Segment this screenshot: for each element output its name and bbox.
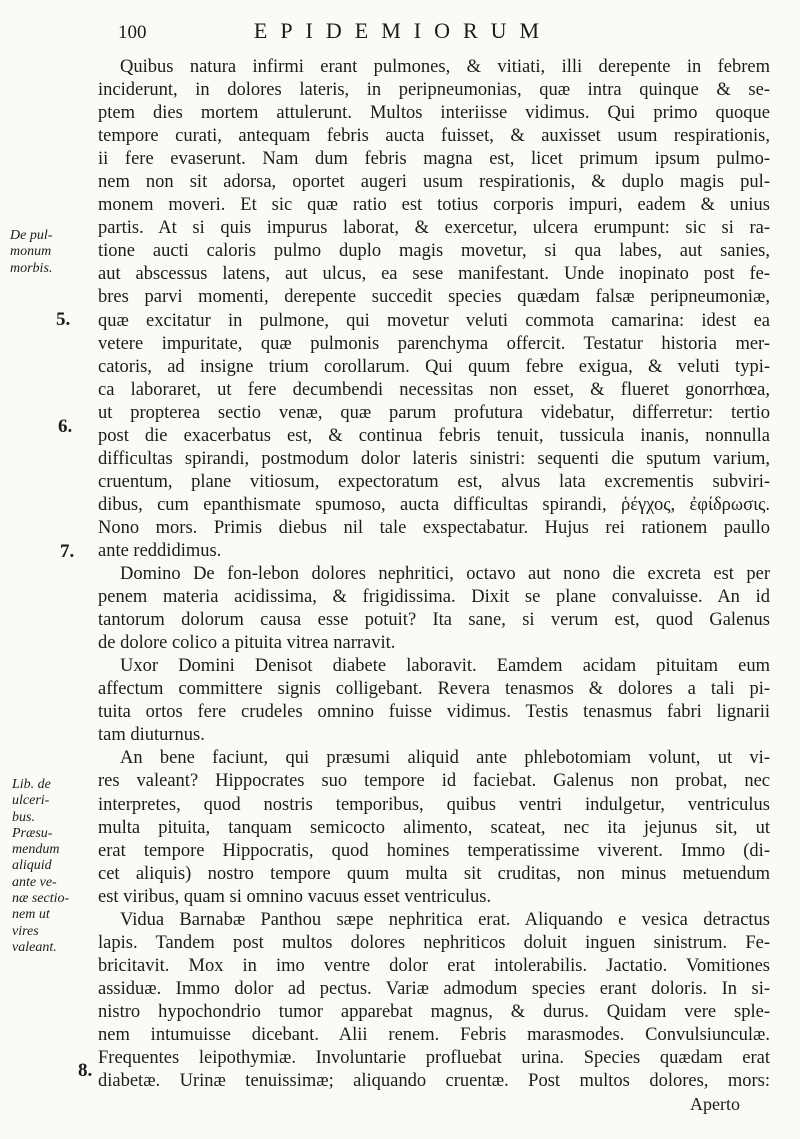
margin-note-line: vires: [12, 923, 39, 939]
margin-numeral-8: 8.: [78, 1060, 93, 1081]
margin-note-line: næ sectio-: [12, 891, 70, 907]
text-line: An bene faciunt, qui præsumi aliquid ante phlebotomiam volunt, ut vi-: [120, 748, 770, 769]
margin-note-line: Lib. de: [12, 777, 51, 792]
text-line: cet aliquis) nostro tempore quum multa sit cruditas, non minus metuendum: [98, 863, 770, 884]
page-number: 100: [118, 22, 147, 43]
text-line: ptem dies mortem attulerunt. Multos interiisse vidimus. Qui primo quoque: [98, 103, 770, 124]
text-line: multa pituita, tanquam semicocto alimento, scateat, nec ita jejunus sit, ut: [98, 817, 770, 838]
text-line: tione aucti caloris pulmo duplo magis movetur, si qua labes, aut sanies,: [98, 241, 770, 262]
text-line: aut abscessus latens, aut ulcus, ea sese manifestant. Unde inopinato post fe-: [98, 264, 770, 285]
text-line: Frequentes leipothymiæ. Involuntarie profluebat urina. Species quædam erat: [98, 1048, 770, 1069]
text-line: nem intumuisse dicebant. Alii renem. Febris marasmodes. Convulsiunculæ.: [98, 1024, 770, 1045]
text-line: est viribus, quam si omnino vacuus esset ventriculus.: [98, 886, 492, 907]
text-line: penem materia acidissima, & frigidissima. Dixit se plane convaluisse. An id: [98, 587, 770, 608]
text-line: difficultas spirandi, postmodum dolor lateris sinistri: sequenti die sputum varium,: [98, 448, 770, 469]
margin-note-de-pulmonum: [10, 228, 52, 277]
margin-numeral-7: 7.: [60, 541, 75, 562]
margin-note-line: ulceri-: [12, 793, 50, 809]
text-line: Quibus natura infirmi erant pulmones, & vitiati, illi derepente in febrem: [120, 57, 770, 77]
text-line: affectum committere signis colligebant. Revera tenasmos & dolores a tali pi-: [98, 679, 770, 700]
text-line: bricitavit. Mox in imo ventre dolor erat intolerabilis. Jactatio. Vomitiones: [98, 955, 770, 976]
text-line: Uxor Domini Denisot diabete laboravit. Eamdem acidam pituitam eum: [120, 656, 770, 677]
text-line: diabetæ. Urinæ tenuissimæ; aliquando cruentæ. Post multos dolores, mors:: [98, 1071, 770, 1092]
text-line: cruentum, plane vitiosum, expectoratum est, alvus lata excrementis subviri-: [98, 471, 770, 492]
margin-note-line: nem ut: [12, 907, 50, 923]
body-text: [98, 56, 770, 1093]
text-line: de dolore colico a pituita vitrea narravit.: [98, 633, 396, 654]
text-line: erat tempore Hippocratis, quod homines temperatissime viverent. Immo (di-: [98, 840, 770, 861]
margin-note-line: morbis.: [10, 260, 53, 276]
text-line: Nono mors. Primis diebus nil tale exspectabatur. Hujus rei rationem paullo: [98, 517, 770, 538]
text-line: lapis. Tandem post multos dolores nephriticos doluit inguen sinistrum. Fe-: [98, 932, 770, 953]
text-line: vetere impuritate, quæ pulmonis parenchyma offercit. Testatur historia mer-: [98, 333, 770, 354]
margin-note-line: aliquid: [12, 858, 52, 874]
margin-note-line: ante ve-: [12, 874, 57, 890]
text-line: tantorum dolorum causa esse potuit? Ita sane, si verum est, quod Galenus: [98, 610, 770, 631]
margin-note-line: bus.: [12, 809, 35, 825]
text-line: nistro hypochondrio tumor apparebat magnus, & durus. Quidam vere sple-: [98, 1001, 770, 1022]
text-line: res valeant? Hippocrates suo tempore id faciebat. Galenus non probat, nec: [98, 771, 770, 792]
text-line: quæ excitatur in pulmone, qui movetur veluti commota camarina: idest ea: [98, 310, 770, 331]
text-line: inciderunt, in dolores lateris, in peripneumonias, quæ intra quinque & se-: [98, 80, 770, 101]
text-line: Domino De fon-lebon dolores nephritici, octavo aut nono die excreta est per: [120, 564, 770, 585]
margin-note-line: mendum: [12, 842, 60, 858]
text-line: nem non sit adorsa, oportet augeri usum respirationis, & duplo magis pul-: [98, 172, 770, 193]
margin-note-line: valeant.: [12, 939, 57, 955]
text-line: interpretes, quod nostris temporibus, quibus ventri indulgetur, ventriculus: [98, 794, 770, 815]
text-line: tuita ortos fere crudeles omnino fuisse vidimus. Testis tenasmus fabri lignarii: [98, 702, 770, 723]
text-line: monem moveri. Et sic quæ ratio est totius corporis impuri, eadem & unius: [98, 195, 770, 216]
text-line: ii fere evaserunt. Nam dum febris magna est, licet primum ipsum pulmo-: [98, 149, 770, 170]
margin-numeral-5: 5.: [56, 309, 71, 330]
text-line: assiduæ. Immo dolor ad pectus. Variæ admodum species erant doloris. In si-: [98, 978, 770, 999]
text-line: catoris, ad insigne trium corollarum. Qui quum febre exigua, & veluti typi-: [98, 356, 770, 377]
text-line: ut propterea sectio venæ, quæ parum profutura videbatur, differretur: tertio: [98, 402, 770, 423]
text-line: tempore curati, antequam febris aucta fuisset, & auxisset usum respirationis,: [98, 126, 770, 147]
text-line: partis. At si quis impurus laborat, & exercetur, ulcera erumpunt: sic si ra-: [98, 218, 770, 239]
text-line: ante reddidimus.: [98, 540, 222, 561]
running-header: [118, 18, 638, 46]
margin-note-line: monum: [10, 244, 52, 260]
text-line: ca laboraret, ut fere decumbendi necessitas non esset, & flueret gonorrhœa,: [98, 379, 770, 400]
text-line: bres parvi momenti, derepente succedit species quædam falsæ peripneumoniæ,: [98, 287, 770, 308]
margin-numeral-6: 6.: [58, 416, 73, 437]
catchword: Aperto: [690, 1094, 740, 1114]
margin-note-lib-de-ulceribus: [12, 777, 69, 956]
text-line: tam diuturnus.: [98, 725, 205, 746]
margin-note-line: De pul-: [10, 228, 53, 243]
text-line: post die exacerbatus est, & continua febris tenuit, tussicula inanis, nonnulla: [98, 425, 770, 446]
text-line: Vidua Barnabæ Panthou sæpe nephritica erat. Aliquando e vesica detractus: [120, 909, 770, 930]
running-title: EPIDEMIORUM: [253, 18, 553, 43]
margin-note-line: Præsu-: [12, 825, 53, 841]
text-line: dibus, cum epanthismate spumoso, aucta difficultas spirandi, ῥέγχος, ἐφίδρωσις.: [98, 494, 770, 515]
